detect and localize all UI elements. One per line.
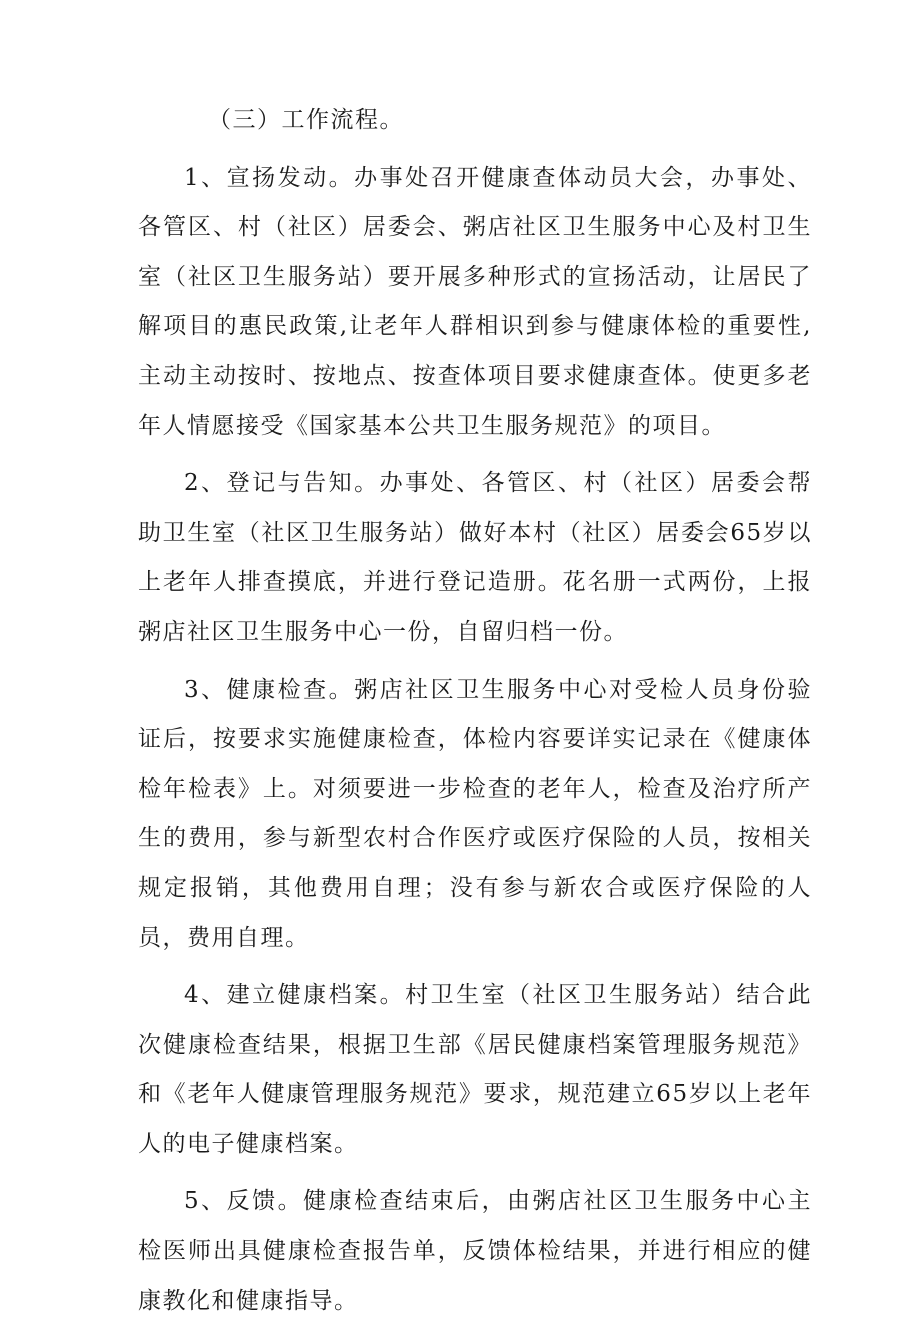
paragraph-publicity: 1、宣扬发动。办事处召开健康查体动员大会，办事处、各管区、村（社区）居委会、粥店社区卫生服务中心及村卫生室（社区卫生服务站）要开展多种形式的宣扬活动，让居民了解项目的惠民政策,让老年人群相识到参与健康体检的重要性,主动主动按时、按地点、按查体项目要求健康查体。使更多老年人情愿接受《国家基本公共卫生服务规范》的项目。 xyxy=(138,164,812,439)
paragraph-feedback: 5、反馈。健康检查结束后，由粥店社区卫生服务中心主检医师出具健康检查报告单，反馈体检结果，并进行相应的健康教化和健康指导。 xyxy=(138,1188,812,1314)
paragraph-health-records: 4、建立健康档案。村卫生室（社区卫生服务站）结合此次健康检查结果，根据卫生部《居民健康档案管理服务规范》和《老年人健康管理服务规范》要求，规范建立65岁以上老年人的电子健康档案。 xyxy=(138,982,812,1157)
paragraph-health-check: 3、健康检查。粥店社区卫生服务中心对受检人员身份验证后，按要求实施健康检查，体检内容要详实记录在《健康体检年检表》上。对须要进一步检查的老年人，检查及治疗所产生的费用，参与新型农村合作医疗或医疗保险的人员，按相关规定报销，其他费用自理；没有参与新农合或医疗保险的人员，费用自理。 xyxy=(138,676,812,951)
section-heading: （三）工作流程。 xyxy=(208,107,404,133)
paragraph-registration: 2、登记与告知。办事处、各管区、村（社区）居委会帮助卫生室（社区卫生服务站）做好本村（社区）居委会65岁以上老年人排查摸底，并进行登记造册。花名册一式两份，上报粥店社区卫生服务中心一份，自留归档一份。 xyxy=(138,470,812,645)
